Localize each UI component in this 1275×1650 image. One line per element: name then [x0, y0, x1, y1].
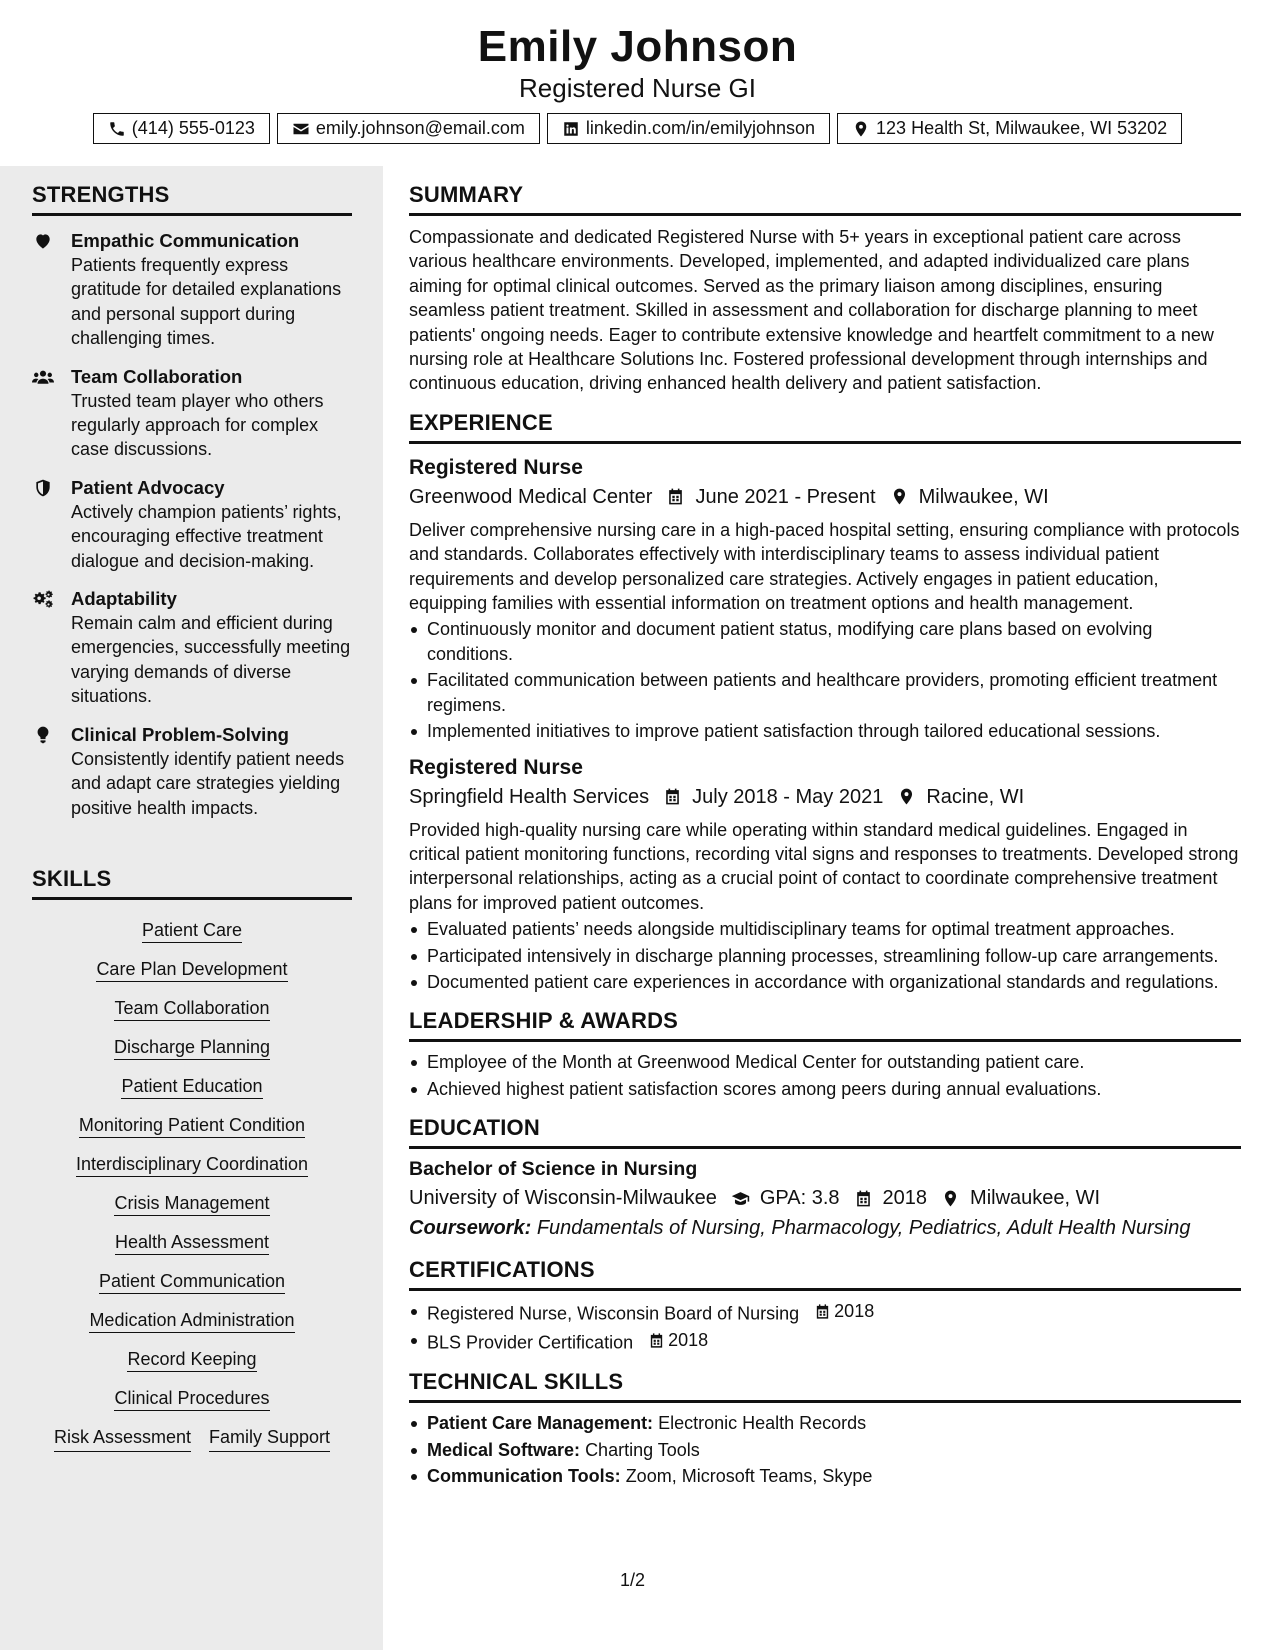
list-item: Continuously monitor and document patient status, modifying care plans based on evolving conditions. — [409, 617, 1241, 666]
phone-text: (414) 555-0123 — [131, 118, 255, 138]
strength-item — [32, 723, 352, 820]
strength-title: Clinical Problem-Solving — [71, 723, 289, 745]
skill-tag: Interdisciplinary Coordination — [76, 1154, 308, 1177]
job-role: Registered Nurse — [409, 755, 583, 779]
job-company: Greenwood Medical Center — [409, 485, 653, 508]
contact-bar — [0, 113, 1275, 144]
calendar-icon — [648, 1332, 665, 1349]
skill-tag: Record Keeping — [127, 1349, 256, 1372]
education-year: 2018 — [882, 1187, 928, 1210]
skill-tag: Team Collaboration — [114, 998, 269, 1021]
skills-section — [32, 866, 352, 1452]
sidebar — [0, 166, 383, 1650]
skill-tag: Family Support — [209, 1426, 330, 1452]
cert-name: Registered Nurse, Wisconsin Board of Nursing — [427, 1303, 800, 1324]
skill-tag: Medication Administration — [89, 1310, 294, 1333]
summary-section — [409, 166, 1241, 396]
list-item: Documented patient care experiences in accordance with organizational standards and regulations. — [409, 970, 1241, 994]
strength-desc: Trusted team player who others regularly approach for complex case discussions. — [71, 390, 324, 460]
resume-header — [0, 0, 1275, 160]
strength-title: Empathic Communication — [71, 230, 300, 251]
contact-address[interactable] — [837, 113, 1182, 144]
education-gpa: GPA: 3.8 — [759, 1187, 840, 1210]
experience-heading: EXPERIENCE — [409, 410, 1241, 444]
job-company: Springfield Health Services — [409, 785, 650, 808]
coursework-label: Coursework: — [409, 1217, 532, 1240]
cert-year: 2018 — [834, 1301, 875, 1322]
candidate-name: Emily Johnson — [477, 22, 798, 71]
list-item — [409, 1411, 1241, 1435]
education-heading: EDUCATION — [409, 1115, 1241, 1149]
strength-desc: Consistently identify patient needs and adapt care strategies yielding positive health impacts. — [71, 748, 345, 818]
tech-label: Patient Care Management: — [427, 1413, 654, 1434]
tech-value: Electronic Health Records — [658, 1413, 867, 1434]
certifications-heading: CERTIFICATIONS — [409, 1257, 1241, 1291]
skills-heading: SKILLS — [32, 866, 352, 900]
calendar-icon — [814, 1303, 831, 1320]
gears-icon — [32, 589, 54, 609]
lightbulb-icon — [32, 725, 54, 745]
strength-item — [32, 365, 352, 462]
job-bullets — [409, 617, 1241, 743]
calendar-icon — [854, 1189, 873, 1208]
strength-title: Team Collaboration — [71, 365, 243, 387]
contact-phone[interactable] — [93, 113, 270, 144]
job-role: Registered Nurse — [409, 455, 583, 479]
candidate-title: Registered Nurse GI — [519, 73, 756, 103]
list-item: Employee of the Month at Greenwood Medical Center for outstanding patient care. — [409, 1050, 1241, 1074]
job-dates: July 2018 - May 2021 — [692, 785, 884, 808]
skill-tag: Care Plan Development — [96, 959, 287, 982]
contact-linkedin[interactable] — [547, 113, 830, 144]
list-item: Evaluated patients’ needs alongside multidisciplinary teams for optimal treatment approaches. — [409, 917, 1241, 941]
strength-title: Adaptability — [71, 588, 177, 610]
address-text: 123 Health St, Milwaukee, WI 53202 — [876, 118, 1168, 138]
job-location: Milwaukee, WI — [918, 485, 1049, 508]
list-item: Facilitated communication between patients and healthcare providers, promoting efficient treatment regimens. — [409, 668, 1241, 717]
users-icon — [32, 367, 54, 387]
strengths-heading: STRENGTHS — [32, 182, 352, 216]
education-location: Milwaukee, WI — [970, 1187, 1101, 1210]
strengths-section — [32, 182, 352, 820]
list-item — [409, 1328, 1241, 1355]
coursework — [409, 1213, 1241, 1243]
list-item: Participated intensively in discharge planning processes, streamlining follow-up care arrangements. — [409, 944, 1241, 968]
summary-heading: SUMMARY — [409, 182, 1241, 216]
technical-skills-section — [409, 1369, 1241, 1488]
job-description: Provided high-quality nursing care while operating within standard medical guidelines. Engaged in critical patient monitoring functions, recording vital signs and responses to treatments. Developed strong interpersonal relationships, acting as a crucial point of contact to coordinate comprehensive treatment plans for improved patient outcomes. — [409, 819, 1239, 913]
list-item: Achieved highest patient satisfaction scores among peers during annual evaluations. — [409, 1077, 1241, 1101]
coursework-text: Fundamentals of Nursing, Pharmacology, Pediatrics, Adult Health Nursing — [536, 1217, 1191, 1240]
list-item: Implemented initiatives to improve patient satisfaction through tailored educational sessions. — [409, 719, 1241, 743]
job-bullets — [409, 917, 1241, 994]
calendar-icon — [666, 487, 685, 506]
map-pin-icon — [941, 1189, 960, 1208]
job-location: Racine, WI — [926, 785, 1025, 808]
main-content — [409, 166, 1241, 1489]
job-entry — [409, 454, 1241, 744]
strengths-list — [32, 229, 352, 820]
shield-icon — [32, 478, 54, 498]
list-item — [409, 1438, 1241, 1462]
education-section — [409, 1115, 1241, 1243]
linkedin-icon — [562, 120, 580, 138]
education-meta — [409, 1183, 1241, 1213]
contact-email[interactable] — [277, 113, 540, 144]
phone-icon — [108, 120, 126, 138]
skill-tag: Risk Assessment — [54, 1426, 191, 1452]
job-meta — [409, 782, 1241, 812]
email-text: emily.johnson@email.com — [315, 118, 525, 138]
heart-icon — [32, 231, 54, 251]
skill-tag: Clinical Procedures — [114, 1388, 269, 1411]
job-entry — [409, 754, 1241, 995]
skill-tag: Crisis Management — [114, 1193, 269, 1216]
strength-title: Patient Advocacy — [71, 476, 225, 498]
cert-name: BLS Provider Certification — [427, 1332, 634, 1353]
strength-desc: Patients frequently express gratitude for detailed explanations and personal support during challenging times. — [71, 255, 342, 349]
education-degree: Bachelor of Science in Nursing — [409, 1158, 698, 1181]
skill-tag: Monitoring Patient Condition — [79, 1115, 305, 1138]
certifications-list — [409, 1299, 1241, 1355]
graduation-cap-icon — [731, 1189, 750, 1208]
job-meta — [409, 482, 1241, 512]
tech-label: Medical Software: — [427, 1439, 581, 1460]
skills-list — [32, 919, 352, 1452]
strength-desc: Actively champion patients’ rights, encouraging effective treatment dialogue and decision-making. — [71, 501, 342, 571]
strength-desc: Remain calm and efficient during emergencies, successfully meeting varying demands of diverse situations. — [71, 613, 351, 707]
map-pin-icon — [890, 487, 909, 506]
map-pin-icon — [852, 120, 870, 138]
linkedin-text: linkedin.com/in/emilyjohnson — [585, 118, 816, 138]
strength-item — [32, 476, 352, 573]
tech-value: Charting Tools — [585, 1439, 700, 1460]
strength-item — [32, 229, 352, 351]
job-dates: June 2021 - Present — [695, 485, 876, 508]
certifications-section — [409, 1257, 1241, 1355]
tech-label: Communication Tools: — [427, 1466, 621, 1487]
experience-section — [409, 410, 1241, 995]
list-item — [409, 1464, 1241, 1488]
skill-tag: Discharge Planning — [114, 1037, 270, 1060]
summary-text: Compassionate and dedicated Registered Nurse with 5+ years in exceptional patient care across various healthcare environments. Developed, implemented, and adapted individualized care plans aiming for optimal clinical outcomes. Served as the primary liaison among disciplines, ensuring seamless patient treatment. Skilled in assessment and collaboration for discharge planning to meet patients' ongoing needs. Eager to contribute extensive knowledge and heartfelt commitment to a new nursing role at Healthcare Solutions Inc. Fostered professional development through internships and continuous education, driving enhanced health delivery and patient satisfaction. — [409, 227, 1214, 394]
leadership-list — [409, 1050, 1241, 1101]
leadership-heading: LEADERSHIP & AWARDS — [409, 1008, 1241, 1042]
skill-tag: Patient Care — [142, 920, 242, 943]
list-item — [409, 1299, 1241, 1326]
skill-tag: Health Assessment — [115, 1232, 269, 1255]
map-pin-icon — [897, 787, 916, 806]
skill-tag: Patient Communication — [99, 1271, 285, 1294]
technical-skills-heading: TECHNICAL SKILLS — [409, 1369, 1241, 1403]
skill-tag: Patient Education — [121, 1076, 262, 1099]
tech-value: Zoom, Microsoft Teams, Skype — [625, 1466, 873, 1487]
job-description: Deliver comprehensive nursing care in a high-paced hospital setting, ensuring compliance with protocols and standards. Collaborates effectively with interdisciplinary teams to assess individual patient requirements and develop personalized care strategies. Actively engages in patient education, equipping families with essential information on treatment options and health management. — [409, 519, 1240, 614]
leadership-section — [409, 1008, 1241, 1101]
education-school: University of Wisconsin-Milwaukee — [409, 1187, 717, 1210]
cert-year: 2018 — [668, 1330, 709, 1351]
page-number: 1/2 — [620, 1570, 646, 1590]
envelope-icon — [292, 120, 310, 138]
calendar-icon — [663, 787, 682, 806]
technical-skills-list — [409, 1411, 1241, 1488]
strength-item — [32, 587, 352, 709]
